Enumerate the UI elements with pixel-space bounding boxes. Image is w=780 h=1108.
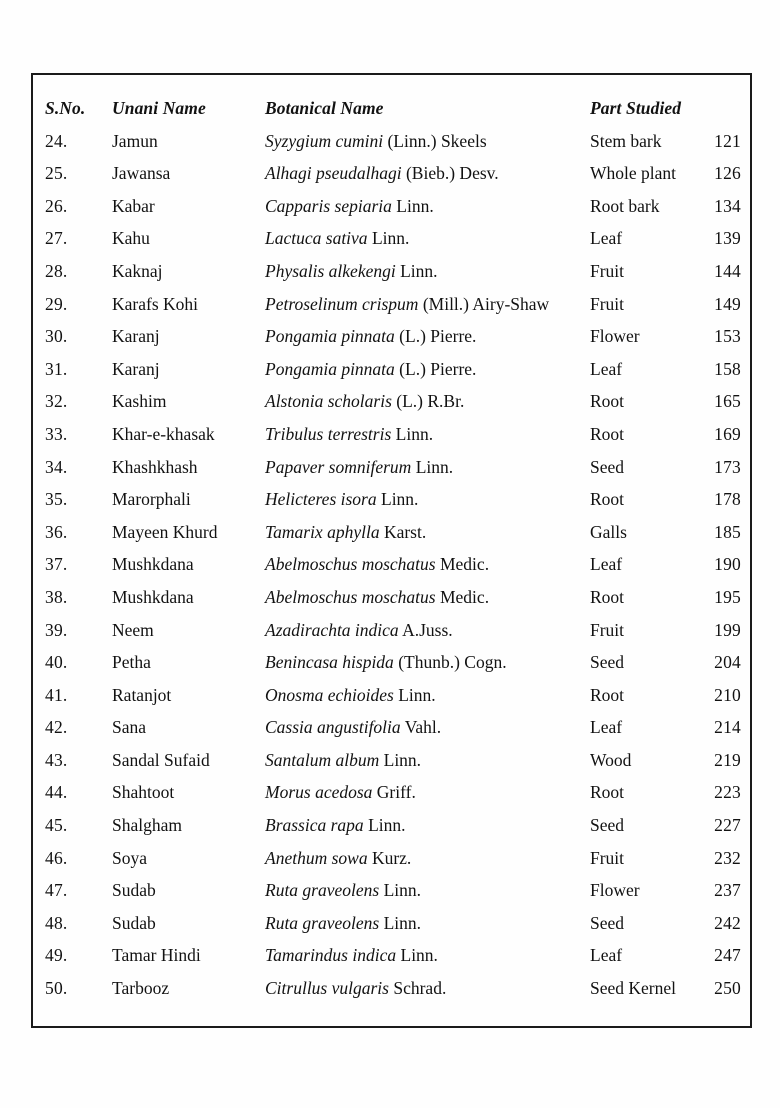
table-row xyxy=(45,190,741,223)
cell-part-studied: Whole plant xyxy=(590,163,677,184)
botanical-binomial: Papaver somniferum xyxy=(265,456,412,477)
cell-page-number: 204 xyxy=(714,652,741,673)
cell-sno: 24. xyxy=(45,130,68,151)
cell-unani-name: Petha xyxy=(112,652,151,673)
cell-page-number: 195 xyxy=(714,586,741,607)
table-row xyxy=(45,776,741,809)
botanical-binomial: Ruta graveolens xyxy=(265,880,380,901)
botanical-authority: Linn. xyxy=(395,260,438,281)
table-row xyxy=(45,809,741,842)
cell-botanical-name xyxy=(265,548,590,581)
cell-unani-name: Kaknaj xyxy=(112,260,163,281)
botanical-authority: Kurz. xyxy=(367,847,412,868)
cell-sno: 30. xyxy=(45,326,68,347)
cell-botanical-name xyxy=(265,907,590,940)
cell-page-number: 149 xyxy=(714,293,741,314)
cell-page-number: 126 xyxy=(714,163,741,184)
cell-page-number: 185 xyxy=(714,521,741,542)
cell-botanical-name xyxy=(265,385,590,418)
cell-botanical-name xyxy=(265,972,590,1005)
botanical-authority: Griff. xyxy=(372,782,416,803)
cell-part-studied: Galls xyxy=(590,521,627,542)
botanical-binomial: Physalis alkekengi xyxy=(265,260,396,281)
cell-part-studied: Seed xyxy=(590,652,625,673)
cell-botanical-name xyxy=(265,483,590,516)
table-row xyxy=(45,646,741,679)
cell-botanical-name xyxy=(265,516,590,549)
cell-unani-name: Sana xyxy=(112,717,147,738)
table-row xyxy=(45,222,741,255)
cell-unani-name: Shahtoot xyxy=(112,782,175,803)
cell-part-studied: Leaf xyxy=(590,717,623,738)
column-header-sno: S.No. xyxy=(45,98,86,118)
cell-sno: 40. xyxy=(45,652,68,673)
botanical-authority: Linn. xyxy=(379,749,422,770)
botanical-binomial: Lactuca sativa xyxy=(265,228,368,249)
cell-page-number: 144 xyxy=(714,260,741,281)
cell-sno: 28. xyxy=(45,260,68,281)
botanical-authority: (Thunb.) Cogn. xyxy=(393,652,507,673)
cell-page-number: 210 xyxy=(714,684,741,705)
table-header-row xyxy=(45,92,741,125)
table-row xyxy=(45,972,741,1005)
cell-sno: 44. xyxy=(45,782,68,803)
cell-sno: 43. xyxy=(45,749,68,770)
botanical-authority: Linn. xyxy=(379,880,422,901)
botanical-authority: Linn. xyxy=(379,912,422,933)
botanical-authority: Linn. xyxy=(393,684,436,705)
cell-unani-name: Neem xyxy=(112,619,154,640)
cell-part-studied: Seed xyxy=(590,912,625,933)
cell-sno: 45. xyxy=(45,815,68,836)
cell-unani-name: Kabar xyxy=(112,195,155,216)
table-header xyxy=(45,92,741,125)
cell-botanical-name xyxy=(265,288,590,321)
cell-botanical-name xyxy=(265,190,590,223)
table-row xyxy=(45,125,741,158)
botanical-authority: A.Juss. xyxy=(398,619,453,640)
column-header-page xyxy=(697,92,741,125)
cell-page-number: 190 xyxy=(714,554,741,575)
cell-page-number: 214 xyxy=(714,717,741,738)
table-row xyxy=(45,874,741,907)
botanical-binomial: Pongamia pinnata xyxy=(265,326,395,347)
cell-page-number: 158 xyxy=(714,358,741,379)
cell-part-studied: Fruit xyxy=(590,260,625,281)
cell-sno: 34. xyxy=(45,456,68,477)
table-row xyxy=(45,907,741,940)
cell-page-number: 169 xyxy=(714,423,741,444)
cell-botanical-name xyxy=(265,646,590,679)
table-row xyxy=(45,744,741,777)
botanical-binomial: Cassia angustifolia xyxy=(265,717,401,738)
table-row xyxy=(45,451,741,484)
cell-page-number: 227 xyxy=(714,815,741,836)
cell-unani-name: Marorphali xyxy=(112,489,191,510)
cell-sno: 38. xyxy=(45,586,68,607)
cell-page-number: 134 xyxy=(714,195,741,216)
cell-botanical-name xyxy=(265,222,590,255)
cell-unani-name: Jamun xyxy=(112,130,158,151)
botanical-binomial: Azadirachta indica xyxy=(265,619,399,640)
cell-sno: 27. xyxy=(45,228,68,249)
cell-unani-name: Tamar Hindi xyxy=(112,945,201,966)
cell-sno: 41. xyxy=(45,684,68,705)
botanical-binomial: Capparis sepiaria xyxy=(265,195,392,216)
cell-sno: 26. xyxy=(45,195,68,216)
cell-unani-name: Mayeen Khurd xyxy=(112,521,218,542)
cell-part-studied: Fruit xyxy=(590,847,625,868)
cell-botanical-name xyxy=(265,744,590,777)
cell-unani-name: Karanj xyxy=(112,358,160,379)
botanical-authority: Medic. xyxy=(435,554,490,575)
cell-part-studied: Root xyxy=(590,684,625,705)
botanical-binomial: Onosma echioides xyxy=(265,684,394,705)
cell-page-number: 237 xyxy=(714,880,741,901)
botanical-authority: Karst. xyxy=(379,521,427,542)
cell-sno: 47. xyxy=(45,880,68,901)
table-body xyxy=(45,125,741,1005)
table-row xyxy=(45,711,741,744)
cell-sno: 36. xyxy=(45,521,68,542)
botanical-binomial: Abelmoschus moschatus xyxy=(265,586,436,607)
cell-unani-name: Sudab xyxy=(112,880,156,901)
botanical-binomial: Alstonia scholaris xyxy=(265,391,392,412)
cell-botanical-name xyxy=(265,711,590,744)
table-row xyxy=(45,320,741,353)
cell-botanical-name xyxy=(265,776,590,809)
cell-unani-name: Jawansa xyxy=(112,163,171,184)
cell-sno: 49. xyxy=(45,945,68,966)
cell-part-studied: Seed xyxy=(590,456,625,477)
botanical-binomial: Brassica rapa xyxy=(265,815,364,836)
cell-part-studied: Stem bark xyxy=(590,130,662,151)
cell-unani-name: Kashim xyxy=(112,391,167,412)
cell-page-number: 173 xyxy=(714,456,741,477)
cell-part-studied: Leaf xyxy=(590,945,623,966)
cell-part-studied: Root xyxy=(590,391,625,412)
cell-page-number: 223 xyxy=(714,782,741,803)
cell-page-number: 139 xyxy=(714,228,741,249)
botanical-binomial: Morus acedosa xyxy=(265,782,373,803)
cell-page-number: 199 xyxy=(714,619,741,640)
cell-sno: 25. xyxy=(45,163,68,184)
cell-page-number: 250 xyxy=(714,978,741,999)
cell-unani-name: Mushkdana xyxy=(112,554,194,575)
botanical-authority: (Mill.) Airy-Shaw xyxy=(418,293,550,314)
table-row xyxy=(45,418,741,451)
cell-sno: 42. xyxy=(45,717,68,738)
cell-sno: 37. xyxy=(45,554,68,575)
cell-part-studied: Root xyxy=(590,782,625,803)
cell-unani-name: Khashkhash xyxy=(112,456,198,477)
botanical-authority: Linn. xyxy=(391,423,434,444)
table-row xyxy=(45,288,741,321)
botanical-binomial: Benincasa hispida xyxy=(265,652,394,673)
botanical-binomial: Syzygium cumini xyxy=(265,130,384,151)
botanical-authority: Linn. xyxy=(367,228,410,249)
cell-unani-name: Tarbooz xyxy=(112,978,170,999)
cell-botanical-name xyxy=(265,418,590,451)
botanical-authority: Vahl. xyxy=(400,717,442,738)
cell-sno: 46. xyxy=(45,847,68,868)
cell-botanical-name xyxy=(265,353,590,386)
botanical-authority: (L.) Pierre. xyxy=(394,326,477,347)
cell-part-studied: Leaf xyxy=(590,358,623,379)
botanical-binomial: Alhagi pseudalhagi xyxy=(265,163,402,184)
cell-botanical-name xyxy=(265,939,590,972)
botanical-authority: Linn. xyxy=(376,489,419,510)
botanical-binomial: Helicteres isora xyxy=(265,489,377,510)
botanical-binomial: Citrullus vulgaris xyxy=(265,978,389,999)
cell-botanical-name xyxy=(265,874,590,907)
cell-page-number: 219 xyxy=(714,749,741,770)
botanical-binomial: Anethum sowa xyxy=(265,847,368,868)
cell-sno: 32. xyxy=(45,391,68,412)
cell-sno: 35. xyxy=(45,489,68,510)
table-row xyxy=(45,679,741,712)
cell-unani-name: Karafs Kohi xyxy=(112,293,199,314)
botanical-authority: Linn. xyxy=(396,945,438,966)
table-row xyxy=(45,483,741,516)
cell-part-studied: Leaf xyxy=(590,554,623,575)
table-row xyxy=(45,385,741,418)
cell-sno: 29. xyxy=(45,293,68,314)
column-header-unani: Unani Name xyxy=(112,98,206,118)
table-row xyxy=(45,614,741,647)
cell-unani-name: Shalgham xyxy=(112,815,182,836)
botanical-binomial: Abelmoschus moschatus xyxy=(265,554,436,575)
cell-part-studied: Fruit xyxy=(590,619,625,640)
cell-part-studied: Flower xyxy=(590,880,640,901)
botanical-authority: Linn. xyxy=(363,815,406,836)
cell-unani-name: Ratanjot xyxy=(112,684,172,705)
botanical-authority: (Bieb.) Desv. xyxy=(401,163,499,184)
botanical-binomial: Tribulus terrestris xyxy=(265,423,392,444)
cell-unani-name: Karanj xyxy=(112,326,160,347)
cell-page-number: 178 xyxy=(714,489,741,510)
cell-part-studied: Wood xyxy=(590,749,632,770)
botanical-authority: Linn. xyxy=(411,456,454,477)
cell-sno: 33. xyxy=(45,423,68,444)
cell-page-number: 165 xyxy=(714,391,741,412)
cell-botanical-name xyxy=(265,320,590,353)
cell-part-studied: Flower xyxy=(590,326,640,347)
botanical-authority: Medic. xyxy=(435,586,490,607)
table-row xyxy=(45,548,741,581)
cell-part-studied: Root xyxy=(590,489,625,510)
cell-part-studied: Root bark xyxy=(590,195,660,216)
cell-part-studied: Root xyxy=(590,586,625,607)
botanical-binomial: Tamarindus indica xyxy=(265,945,397,966)
cell-botanical-name xyxy=(265,125,590,158)
botanical-authority: (L.) R.Br. xyxy=(391,391,465,412)
cell-unani-name: Sandal Sufaid xyxy=(112,749,210,770)
table-row xyxy=(45,157,741,190)
botanical-binomial: Petroselinum crispum xyxy=(265,293,419,314)
table-row xyxy=(45,842,741,875)
table-row xyxy=(45,581,741,614)
botanical-authority: Schrad. xyxy=(388,978,447,999)
cell-unani-name: Soya xyxy=(112,847,147,868)
botanical-binomial: Pongamia pinnata xyxy=(265,358,395,379)
cell-sno: 48. xyxy=(45,912,68,933)
cell-unani-name: Sudab xyxy=(112,912,156,933)
cell-botanical-name xyxy=(265,255,590,288)
cell-unani-name: Kahu xyxy=(112,228,150,249)
cell-page-number: 121 xyxy=(714,130,741,151)
cell-sno: 50. xyxy=(45,978,68,999)
column-header-part: Part Studied xyxy=(590,98,682,118)
table-row xyxy=(45,516,741,549)
cell-botanical-name xyxy=(265,581,590,614)
cell-unani-name: Khar-e-khasak xyxy=(112,423,215,444)
table-row xyxy=(45,353,741,386)
column-header-botanical: Botanical Name xyxy=(265,98,384,118)
cell-unani-name: Mushkdana xyxy=(112,586,194,607)
table-row xyxy=(45,939,741,972)
cell-part-studied: Fruit xyxy=(590,293,625,314)
table-row xyxy=(45,255,741,288)
cell-sno: 31. xyxy=(45,358,68,379)
cell-sno: 39. xyxy=(45,619,68,640)
cell-botanical-name xyxy=(265,842,590,875)
cell-part-studied: Leaf xyxy=(590,228,623,249)
cell-part-studied: Root xyxy=(590,423,625,444)
cell-page-number: 232 xyxy=(714,847,741,868)
cell-page-number: 247 xyxy=(714,945,741,966)
unani-drug-index-table xyxy=(45,92,741,1005)
botanical-binomial: Ruta graveolens xyxy=(265,912,380,933)
cell-part-studied: Seed xyxy=(590,815,625,836)
cell-botanical-name xyxy=(265,451,590,484)
cell-botanical-name xyxy=(265,157,590,190)
cell-botanical-name xyxy=(265,679,590,712)
botanical-authority: (L.) Pierre. xyxy=(394,358,477,379)
botanical-authority: (Linn.) Skeels xyxy=(383,130,487,151)
cell-botanical-name xyxy=(265,809,590,842)
botanical-authority: Linn. xyxy=(391,195,434,216)
cell-botanical-name xyxy=(265,614,590,647)
cell-page-number: 242 xyxy=(714,912,741,933)
botanical-binomial: Santalum album xyxy=(265,749,380,770)
cell-page-number: 153 xyxy=(714,326,741,347)
botanical-binomial: Tamarix aphylla xyxy=(265,521,380,542)
cell-part-studied: Seed Kernel xyxy=(590,978,677,999)
